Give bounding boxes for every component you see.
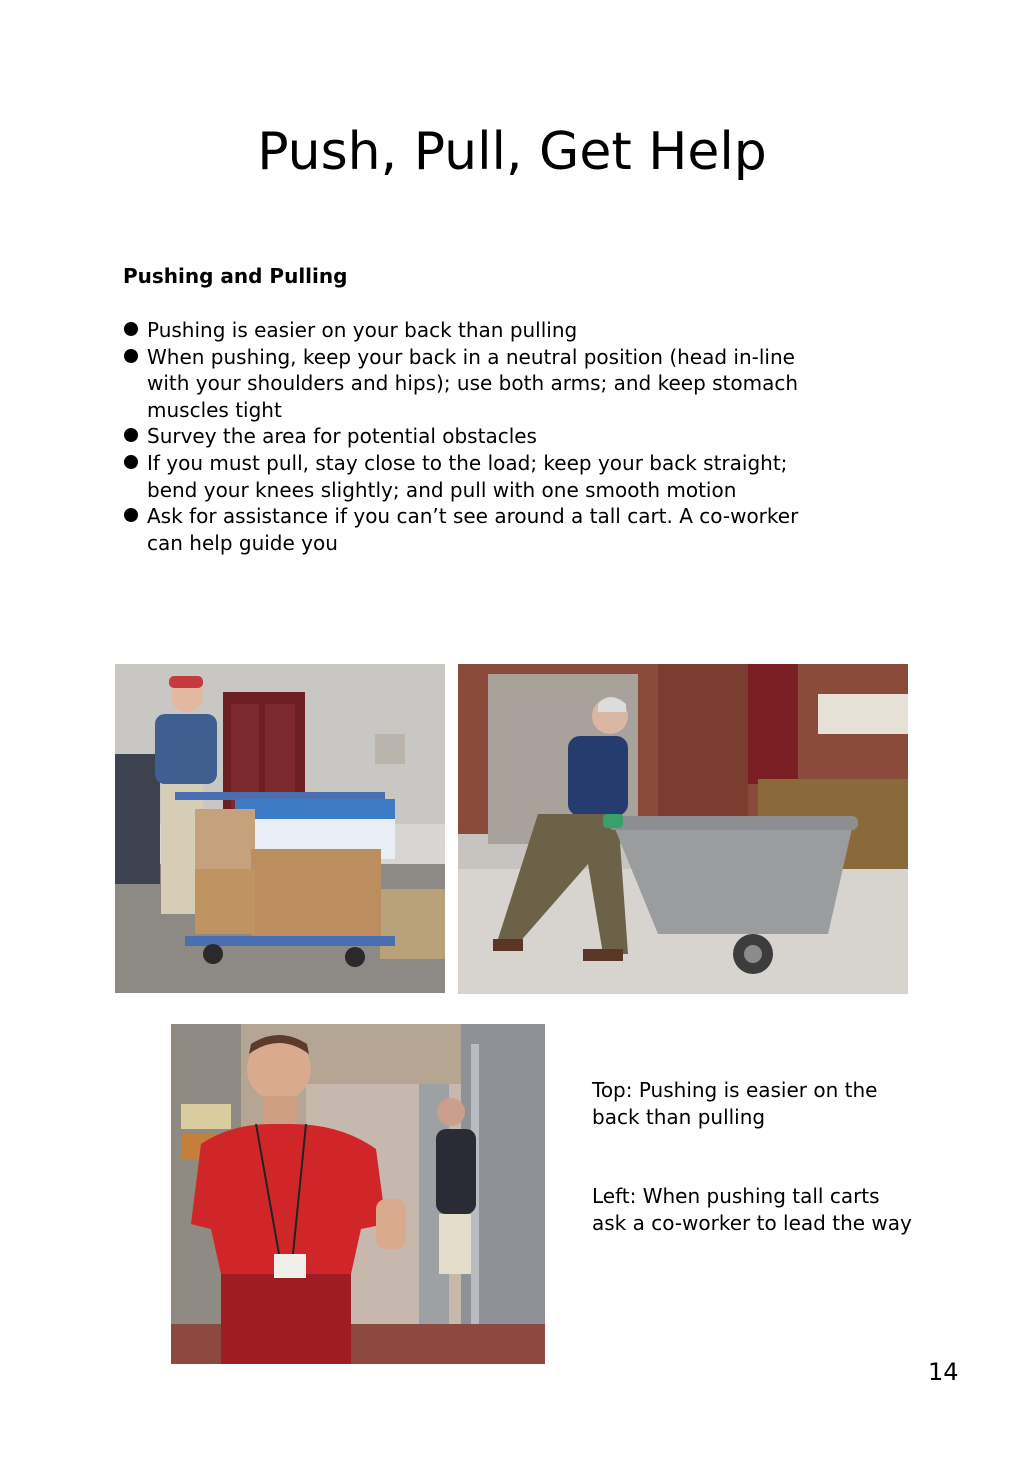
bullet-item (123, 317, 823, 344)
bullet-item (123, 344, 823, 424)
bullet-item (123, 450, 823, 503)
bullet-item (123, 423, 823, 450)
bullet-item (123, 503, 823, 556)
page-title: Push, Pull, Get Help (257, 122, 767, 182)
bullet-icon (124, 508, 138, 522)
bullet-text: Pushing is easier on your back than pulling (147, 318, 578, 342)
photo-man-pushing-bin (458, 664, 908, 994)
page-number: 14 (928, 1358, 959, 1386)
bullet-text: Ask for assistance if you can’t see around a tall cart. A co-worker can help guide you (147, 504, 799, 555)
photo-tall-cart-coworker (171, 1024, 545, 1364)
caption-top: Top: Pushing is easier on the back than pulling (592, 1078, 878, 1129)
bullet-icon (124, 428, 138, 442)
photo-woman-pushing-cart (115, 664, 445, 993)
caption-left: Left: When pushing tall carts ask a co-worker to lead the way (592, 1184, 912, 1235)
bullet-text: If you must pull, stay close to the load; keep your back straight; bend your knees slightly; and pull with one smooth motion (147, 450, 788, 502)
bullet-icon (124, 349, 138, 363)
bullet-list (123, 317, 823, 556)
section-heading: Pushing and Pulling (123, 264, 348, 288)
bullet-text: When pushing, keep your back in a neutral position (head in-line with your shoulders and hips); use both arms; and keep stomach muscles tight (147, 344, 799, 422)
bullet-icon (124, 322, 138, 336)
bullet-icon (124, 455, 138, 469)
bullet-text: Survey the area for potential obstacles (147, 424, 537, 449)
